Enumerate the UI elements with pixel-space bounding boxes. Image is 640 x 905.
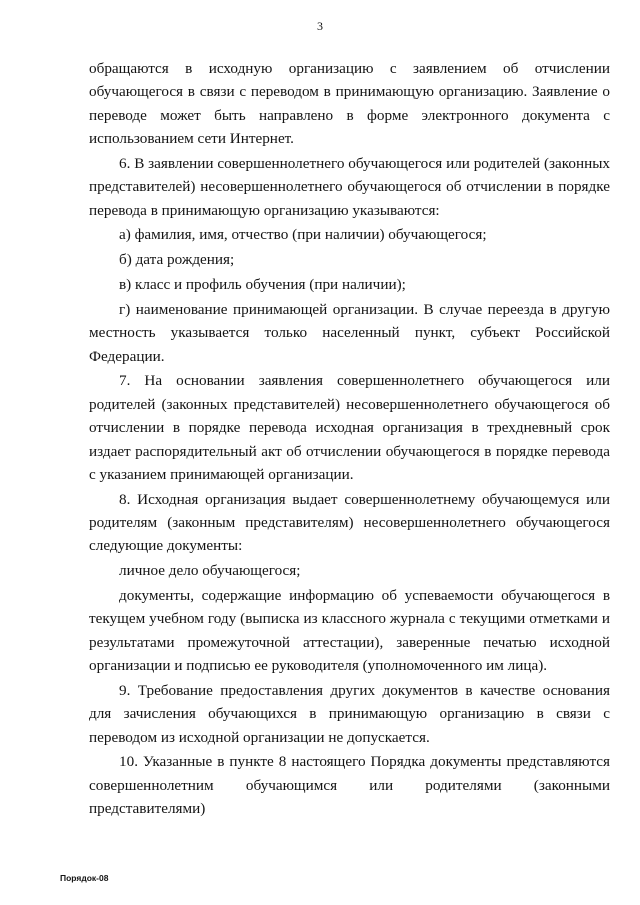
paragraph-6-item-a: а) фамилия, имя, отчество (при наличии) обучающегося; bbox=[119, 226, 487, 244]
paragraph-6-item-d: г) наименование принимающей организации. В случае переезда в другую местность указывается только населенный пункт, субъект Российской Федерации. bbox=[89, 300, 610, 365]
footer-document-code: Порядок-08 bbox=[60, 873, 109, 883]
paragraph-continuation: обращаются в исходную организацию с заявлением об отчислении обучающегося в связи с переводом в принимающую организацию. Заявление о переводе может быть направлено в форме электронного документа с использованием сети Интернет. bbox=[89, 60, 610, 148]
paragraph-6-item-c: в) класс и профиль обучения (при наличии); bbox=[119, 276, 406, 294]
paragraph-8-item-progress-documents: документы, содержащие информацию об успеваемости обучающегося в текущем учебном году (выписка из классного журнала с текущими отметками и результатами промежуточной аттестации), заверенные печатью исходной организации и подписью ее руководителя (уполномоченного им лица). bbox=[89, 587, 610, 675]
paragraph-9: 9. Требование предоставления других документов в качестве основания для зачисления обучающихся в принимающую организацию в связи с переводом из исходной организации не допускается. bbox=[89, 681, 610, 746]
page-number: 3 bbox=[317, 19, 323, 33]
paragraph-6: 6. В заявлении совершеннолетнего обучающегося или родителей (законных представителей) несовершеннолетнего обучающегося об отчислении в порядке перевода в принимающую организацию указываются: bbox=[89, 154, 610, 219]
paragraph-8-item-personal-file: личное дело обучающегося; bbox=[119, 562, 301, 580]
document-body bbox=[89, 57, 610, 821]
paragraph-10: 10. Указанные в пункте 8 настоящего Порядка документы представляются совершеннолетним обучающимся или родителями (законными представителями) bbox=[89, 753, 610, 818]
paragraph-6-item-b: б) дата рождения; bbox=[119, 251, 235, 269]
paragraph-7: 7. На основании заявления совершеннолетнего обучающегося или родителей (законных представителей) несовершеннолетнего обучающегося об отчислении в порядке перевода исходная организация в трехдневный срок издает распорядительный акт об отчислении обучающегося в порядке перевода с указанием принимающей организации. bbox=[89, 372, 610, 483]
paragraph-8: 8. Исходная организация выдает совершеннолетнему обучающемуся или родителям (законным представителям) несовершеннолетнего обучающегося следующие документы: bbox=[89, 490, 610, 555]
